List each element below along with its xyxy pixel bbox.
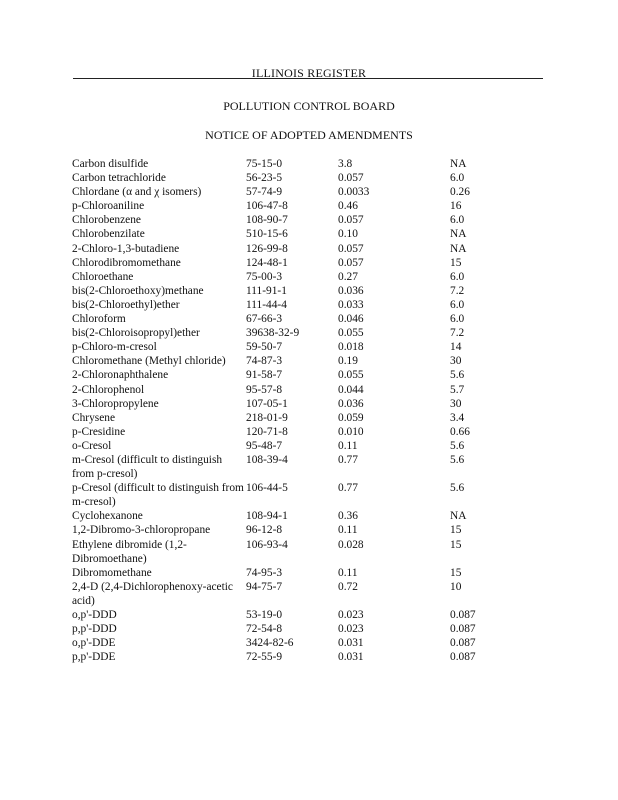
cas-number: 510-15-6 bbox=[246, 228, 288, 241]
nonwastewater-standard: 10 bbox=[450, 580, 462, 593]
cas-number: 111-91-1 bbox=[246, 284, 287, 297]
constituent-name: 3-Chloropropylene bbox=[72, 397, 159, 410]
nonwastewater-standard: 16 bbox=[450, 200, 462, 213]
table-row bbox=[72, 171, 552, 185]
constituent-name: bis(2-Chloroethoxy)methane bbox=[72, 284, 204, 297]
table-row bbox=[72, 368, 552, 382]
wastewater-standard: 0.028 bbox=[338, 538, 364, 551]
register-title: ILLINOIS REGISTER bbox=[251, 66, 367, 80]
table-row bbox=[72, 298, 552, 312]
cas-number: 108-94-1 bbox=[246, 510, 288, 523]
wastewater-standard: 0.11 bbox=[338, 524, 358, 537]
nonwastewater-standard: 5.6 bbox=[450, 439, 465, 452]
constituent-name: Chloromethane (Methyl chloride) bbox=[72, 355, 226, 368]
wastewater-standard: 0.055 bbox=[338, 369, 364, 382]
table-row bbox=[72, 213, 552, 227]
table-row bbox=[72, 523, 552, 537]
wastewater-standard: 0.27 bbox=[338, 270, 358, 283]
wastewater-standard: 0.11 bbox=[338, 439, 358, 452]
constituent-name: Chlordane (α and χ isomers) bbox=[72, 186, 202, 199]
constituent-name: Cyclohexanone bbox=[72, 510, 143, 523]
nonwastewater-standard: 0.26 bbox=[450, 186, 470, 199]
constituent-name: m-Cresol (difficult to distinguish from p-cresol) bbox=[72, 453, 223, 481]
table-row bbox=[72, 580, 552, 608]
cas-number: 53-19-0 bbox=[246, 609, 283, 621]
table-row bbox=[72, 383, 552, 397]
constituent-name: o,p'-DDE bbox=[72, 637, 116, 650]
constituent-name: Carbon tetrachloride bbox=[72, 172, 166, 185]
wastewater-standard: 0.055 bbox=[338, 327, 364, 340]
nonwastewater-standard: 5.7 bbox=[450, 383, 465, 396]
board-title: POLLUTION CONTROL BOARD bbox=[223, 99, 395, 113]
nonwastewater-standard: 0.087 bbox=[450, 651, 476, 664]
nonwastewater-standard: 5.6 bbox=[450, 482, 465, 495]
table-row bbox=[72, 566, 552, 580]
wastewater-standard: 0.036 bbox=[338, 284, 364, 297]
table-row bbox=[72, 227, 552, 241]
cas-number: 106-44-5 bbox=[246, 482, 288, 495]
constituent-name: bis(2-Chloroisopropyl)ether bbox=[72, 327, 200, 340]
cas-number: 39638-32-9 bbox=[246, 327, 300, 340]
table-row bbox=[72, 242, 552, 256]
table-row bbox=[72, 256, 552, 270]
nonwastewater-standard: 7.2 bbox=[450, 284, 465, 297]
nonwastewater-standard: 30 bbox=[450, 397, 462, 410]
table-row bbox=[72, 326, 552, 340]
nonwastewater-standard: 7.2 bbox=[450, 327, 465, 340]
constituent-name: Dibromomethane bbox=[72, 566, 152, 579]
constituent-name: o-Cresol bbox=[72, 439, 112, 452]
wastewater-standard: 0.059 bbox=[338, 411, 364, 424]
cas-number: 106-93-4 bbox=[246, 538, 288, 551]
cas-number: 124-48-1 bbox=[246, 256, 288, 269]
table-row bbox=[72, 411, 552, 425]
cas-number: 72-55-9 bbox=[246, 651, 283, 664]
constituent-name: o,p'-DDD bbox=[72, 609, 117, 621]
wastewater-standard: 0.72 bbox=[338, 580, 358, 593]
constituent-name: Chlorobenzilate bbox=[72, 228, 145, 241]
wastewater-standard: 0.057 bbox=[338, 214, 364, 227]
nonwastewater-standard: NA bbox=[450, 228, 467, 241]
cas-number: 3424-82-6 bbox=[246, 637, 294, 650]
table-row bbox=[72, 284, 552, 298]
cas-number: 108-39-4 bbox=[246, 453, 288, 466]
nonwastewater-standard: 5.6 bbox=[450, 453, 465, 466]
notice-title: NOTICE OF ADOPTED AMENDMENTS bbox=[205, 128, 413, 142]
constituent-name: Chlorobenzene bbox=[72, 214, 141, 227]
nonwastewater-standard: 30 bbox=[450, 355, 462, 368]
cas-number: 72-54-8 bbox=[246, 623, 283, 636]
table-row bbox=[72, 608, 552, 622]
table-row bbox=[72, 509, 552, 523]
cas-number: 94-75-7 bbox=[246, 580, 283, 593]
constituent-name: p,p'-DDE bbox=[72, 651, 116, 664]
table-row bbox=[72, 397, 552, 411]
wastewater-standard: 0.023 bbox=[338, 609, 364, 621]
nonwastewater-standard: 14 bbox=[450, 341, 462, 354]
table-row bbox=[72, 622, 552, 636]
wastewater-standard: 0.77 bbox=[338, 453, 358, 466]
cas-number: 108-90-7 bbox=[246, 214, 288, 227]
constituent-name: 2-Chloro-1,3-butadiene bbox=[72, 242, 180, 255]
table-row bbox=[72, 199, 552, 213]
nonwastewater-standard: 6.0 bbox=[450, 214, 465, 227]
table-row bbox=[72, 650, 552, 664]
wastewater-standard: 3.8 bbox=[338, 158, 353, 170]
wastewater-standard: 0.10 bbox=[338, 228, 358, 241]
cas-number: 74-87-3 bbox=[246, 355, 283, 368]
wastewater-standard: 0.036 bbox=[338, 397, 364, 410]
table-row bbox=[72, 538, 552, 566]
wastewater-standard: 0.46 bbox=[338, 200, 358, 213]
wastewater-standard: 0.0033 bbox=[338, 186, 370, 199]
cas-number: 59-50-7 bbox=[246, 341, 283, 354]
constituent-name: 2-Chlorophenol bbox=[72, 383, 145, 396]
nonwastewater-standard: 15 bbox=[450, 256, 462, 269]
cas-number: 95-57-8 bbox=[246, 383, 283, 396]
cas-number: 218-01-9 bbox=[246, 411, 288, 424]
constituent-name: bis(2-Chloroethyl)ether bbox=[72, 298, 180, 311]
table-row bbox=[72, 453, 552, 481]
constituent-name: 2-Chloronaphthalene bbox=[72, 369, 169, 382]
nonwastewater-standard: 6.0 bbox=[450, 313, 465, 326]
constituent-name: Chrysene bbox=[72, 411, 116, 424]
table-row bbox=[72, 439, 552, 453]
cas-number: 95-48-7 bbox=[246, 439, 283, 452]
wastewater-standard: 0.031 bbox=[338, 637, 364, 650]
cas-number: 75-00-3 bbox=[246, 270, 283, 283]
cas-number: 57-74-9 bbox=[246, 186, 283, 199]
wastewater-standard: 0.19 bbox=[338, 355, 358, 368]
wastewater-standard: 0.057 bbox=[338, 256, 364, 269]
nonwastewater-standard: 6.0 bbox=[450, 298, 465, 311]
wastewater-standard: 0.018 bbox=[338, 341, 364, 354]
wastewater-standard: 0.046 bbox=[338, 313, 364, 326]
constituent-name: p-Chloroaniline bbox=[72, 200, 145, 213]
constituent-name: p,p'-DDD bbox=[72, 623, 117, 636]
constituent-name: Carbon disulfide bbox=[72, 158, 149, 170]
wastewater-standard: 0.11 bbox=[338, 566, 358, 579]
nonwastewater-standard: 6.0 bbox=[450, 270, 465, 283]
header-rule bbox=[73, 78, 543, 79]
nonwastewater-standard: 15 bbox=[450, 524, 462, 537]
cas-number: 91-58-7 bbox=[246, 369, 283, 382]
nonwastewater-standard: NA bbox=[450, 510, 467, 523]
nonwastewater-standard: 0.087 bbox=[450, 623, 476, 636]
table-row bbox=[72, 157, 552, 171]
constituent-name: Chlorodibromomethane bbox=[72, 256, 181, 269]
table-row bbox=[72, 270, 552, 284]
cas-number: 126-99-8 bbox=[246, 242, 288, 255]
wastewater-standard: 0.057 bbox=[338, 172, 364, 185]
table-row bbox=[72, 185, 552, 199]
wastewater-standard: 0.023 bbox=[338, 623, 364, 636]
wastewater-standard: 0.36 bbox=[338, 510, 358, 523]
nonwastewater-standard: 6.0 bbox=[450, 172, 465, 185]
constituent-name: p-Cresidine bbox=[72, 425, 126, 438]
table-row bbox=[72, 481, 552, 509]
nonwastewater-standard: 0.087 bbox=[450, 637, 476, 650]
constituent-name: Chloroethane bbox=[72, 270, 134, 283]
nonwastewater-standard: 15 bbox=[450, 538, 462, 551]
constituent-name: p-Chloro-m-cresol bbox=[72, 341, 157, 354]
wastewater-standard: 0.057 bbox=[338, 242, 364, 255]
cas-number: 96-12-8 bbox=[246, 524, 283, 537]
table-row bbox=[72, 312, 552, 326]
nonwastewater-standard: 15 bbox=[450, 566, 462, 579]
nonwastewater-standard: 0.66 bbox=[450, 425, 470, 438]
cas-number: 106-47-8 bbox=[246, 200, 288, 213]
constituent-name: 1,2-Dibromo-3-chloropropane bbox=[72, 524, 211, 537]
wastewater-standard: 0.044 bbox=[338, 383, 364, 396]
table-row bbox=[72, 425, 552, 439]
nonwastewater-standard: 0.087 bbox=[450, 609, 476, 621]
cas-number: 74-95-3 bbox=[246, 566, 283, 579]
wastewater-standard: 0.033 bbox=[338, 298, 364, 311]
constituent-name: 2,4-D (2,4-Dichlorophenoxy-acetic acid) bbox=[72, 580, 233, 607]
nonwastewater-standard: NA bbox=[450, 158, 467, 170]
cas-number: 67-66-3 bbox=[246, 313, 283, 326]
cas-number: 75-15-0 bbox=[246, 158, 283, 170]
constituent-name: p-Cresol (difficult to distinguish from m-cresol) bbox=[72, 482, 244, 509]
nonwastewater-standard: NA bbox=[450, 242, 467, 255]
table-row bbox=[72, 340, 552, 354]
wastewater-standard: 0.031 bbox=[338, 651, 364, 664]
cas-number: 120-71-8 bbox=[246, 425, 288, 438]
cas-number: 56-23-5 bbox=[246, 172, 283, 185]
constituent-table bbox=[72, 157, 552, 664]
table-row bbox=[72, 636, 552, 650]
nonwastewater-standard: 3.4 bbox=[450, 411, 465, 424]
cas-number: 107-05-1 bbox=[246, 397, 288, 410]
table-row bbox=[72, 354, 552, 368]
nonwastewater-standard: 5.6 bbox=[450, 369, 465, 382]
cas-number: 111-44-4 bbox=[246, 298, 287, 311]
wastewater-standard: 0.010 bbox=[338, 425, 364, 438]
constituent-name: Ethylene dibromide (1,2-Dibromoethane) bbox=[72, 538, 187, 565]
constituent-name: Chloroform bbox=[72, 313, 126, 326]
wastewater-standard: 0.77 bbox=[338, 482, 358, 495]
